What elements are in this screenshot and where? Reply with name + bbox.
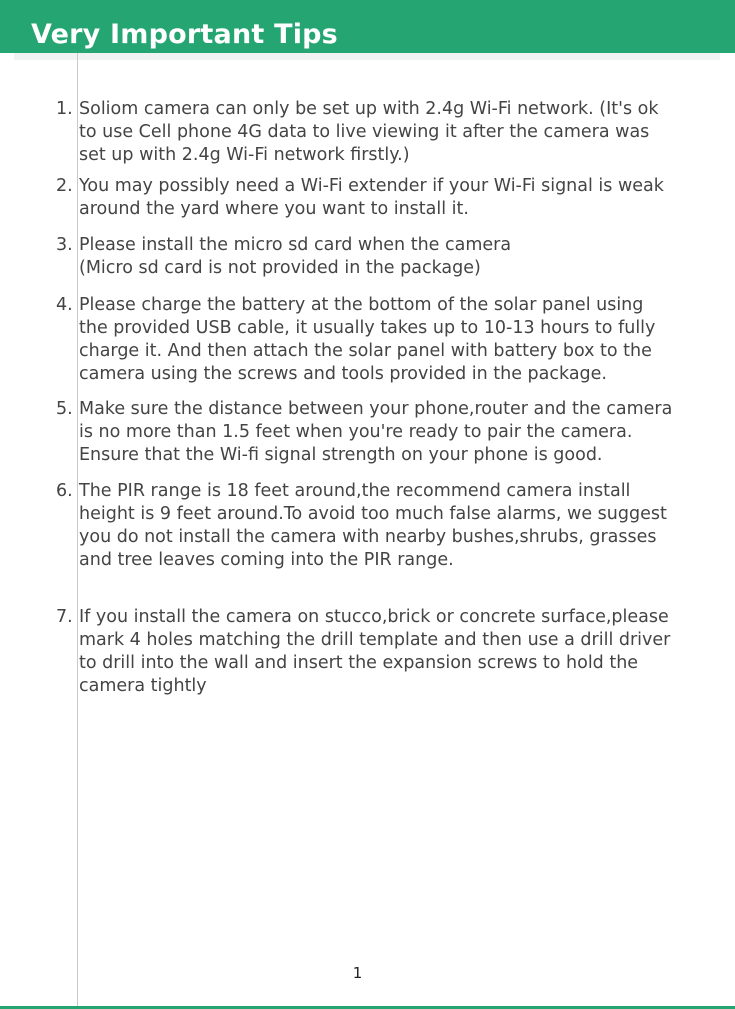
tip-item-2 (56, 175, 681, 221)
tip-item-3 (56, 234, 681, 280)
tip-text: Please install the micro sd card when the camera (Micro sd card is not provided in the package) (79, 235, 512, 278)
tip-number: 1. (56, 99, 73, 119)
tip-item-1 (56, 98, 681, 167)
tip-text: You may possibly need a Wi-Fi extender if your Wi-Fi signal is weak around the yard where you want to install it. (79, 176, 664, 219)
tip-item-4 (56, 294, 681, 386)
tip-number: 5. (56, 399, 73, 419)
tip-text: Please charge the battery at the bottom of the solar panel using the provided USB cable, it usually takes up to 10-13 hours to fully charge it. And then attach the solar panel with battery box to the camera using the screws and tools provided in the package. (79, 295, 656, 384)
tip-item-6 (56, 480, 681, 572)
tip-number: 3. (56, 235, 73, 255)
tip-number: 4. (56, 295, 73, 315)
header-shadow (14, 53, 720, 60)
header-bar (0, 0, 735, 53)
tip-number: 2. (56, 176, 73, 196)
tip-text: Make sure the distance between your phone,router and the camera is no more than 1.5 feet when you're ready to pair the camera. Ensure that the Wi-fi signal strength on your phone is good. (79, 399, 673, 465)
tip-text: Soliom camera can only be set up with 2.4g Wi-Fi network. (It's ok to use Cell phone 4G data to live viewing it after the camera was set up with 2.4g Wi-Fi network firstly.) (79, 99, 659, 165)
tip-item-5 (56, 398, 681, 467)
tip-item-7 (56, 606, 681, 698)
page-title: Very Important Tips (31, 19, 338, 50)
page-number: 1 (352, 964, 363, 982)
tip-number: 6. (56, 481, 73, 501)
tip-number: 7. (56, 607, 73, 627)
tip-text: The PIR range is 18 feet around,the recommend camera install height is 9 feet around.To avoid too much false alarms, we suggest you do not install the camera with nearby bushes,shrubs, grasses and tree leaves coming into the PIR range. (79, 481, 667, 570)
tip-text: If you install the camera on stucco,brick or concrete surface,please mark 4 holes matching the drill template and then use a drill driver to drill into the wall and insert the expansion screws to hold the camera tightly (79, 607, 671, 696)
